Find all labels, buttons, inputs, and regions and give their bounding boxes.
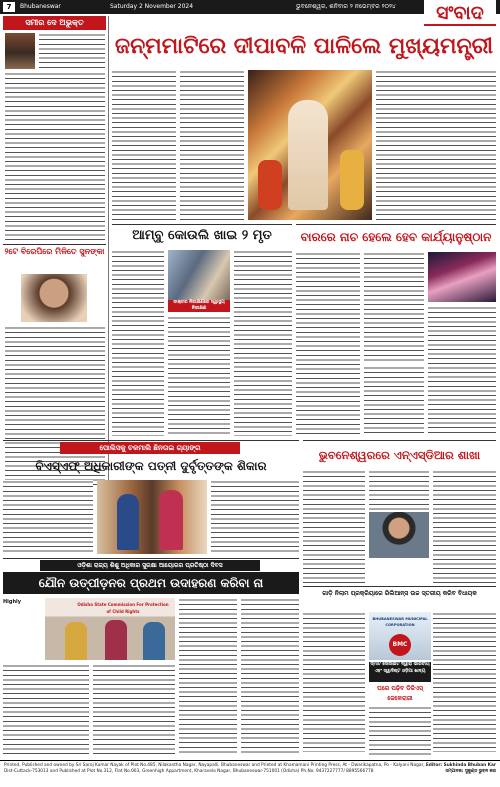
mid-left-section-rule	[112, 224, 292, 225]
bottom-section-rule	[3, 558, 299, 559]
imprint-footer	[0, 760, 500, 787]
lead-photo	[248, 70, 372, 220]
mid-right-body-col4	[364, 366, 424, 436]
date-label: Saturday 2 November 2024	[110, 3, 194, 10]
bottom-body-col2	[93, 664, 175, 756]
police-photo	[97, 480, 207, 554]
bottom-body-col4	[241, 598, 299, 756]
bottom-photo	[45, 598, 175, 660]
ndrf-body-col2	[369, 470, 429, 510]
police-kicker: ପୋଲିସକୁ ଚକମାଲି ଛିନତାଇ ଗ୍ୟାଙ୍ଗ	[60, 442, 240, 454]
mid-right-section-rule	[296, 224, 496, 225]
lead-body-col2	[180, 70, 244, 220]
left-story1-headline: ସମୀର ଦେ ଅଭୁକ୍ତ	[3, 16, 106, 30]
page-number: 7	[3, 2, 15, 12]
bmc-kicker: ସ୍ମାର୍ଟ ସୋସାଇଟି ଦ୍ୱାରା ଭାରତୀୟ ଏବଂ ସ୍ୱାଦିଷ୍ଟ ଓଡ଼ିଆ ଖାଦ୍ୟ	[369, 662, 431, 682]
left-story1-body	[5, 72, 105, 240]
ndrf-body-col3	[433, 470, 496, 584]
bmc-headline: ଘରେ ପଢ଼ିବ ଡିଜିଏସ୍ ଜେକେରାରୀ	[377, 685, 423, 702]
bottom-body-col1	[3, 664, 89, 756]
left-column-divider	[108, 16, 109, 486]
left-story2-headline: ୨ଟେ ବିରେପିରେ ମିଳିତେ ସୁନଙ୍କା	[3, 244, 106, 270]
mid-right-headline: ବାରରେ ନାଚ ହେଲେ ହେବ କାର୍ଯ୍ୟାନୁଷ୍ଠାନ	[300, 230, 492, 244]
police-headline: ବିଏସ୍ଏଫ୍ ଅଧିକାରୀଙ୍କ ପତ୍ନୀ ଦୁର୍ବୃତ୍ତଙ୍କ ଶିକାର	[35, 459, 267, 473]
ndrf-headline: ଭୁବନେଶ୍ୱରରେ ଏନ୍ଏସ୍ଡିଆର ଶାଖା	[318, 448, 481, 462]
ndrf-body-col1	[303, 470, 365, 584]
imprint-line1: Printed, Published and owned by Sri Saroj Kumar Nayak of Plot No.485, Nilakantha Nagar, Nayapalli, Bhubaneswar and Printed at Khamamani Printing Press, At - Dwarikapatna, Po - Kalyani Nagar,	[4, 763, 425, 768]
ndrf-sub-headline: ଗାଡ଼ି ନିଲାମ ପ୍ରକ୍ରିୟାରେ ରିଲିଆନ୍ସ ଉଚ୍ଚ ସ୍ତରୀୟ କରିବ ବିଧାୟକ	[322, 590, 477, 597]
mid-right-body-col1	[296, 252, 360, 436]
lead-body-col3	[376, 70, 496, 220]
lead-body-col1	[112, 70, 176, 220]
left-column	[3, 16, 106, 486]
left-story1-photo	[5, 33, 35, 69]
bottom-body-col3	[179, 598, 237, 756]
police-photo-figure	[117, 494, 139, 550]
editor-credit	[426, 763, 496, 775]
lead-photo-lamp	[258, 160, 282, 210]
mid-left-body-col3	[168, 316, 230, 436]
masthead-logo: ସଂବାଦ	[424, 0, 496, 26]
mid-left-body-col2	[234, 250, 292, 436]
police-body-col2	[211, 480, 299, 554]
ndrf-section-rule	[303, 440, 496, 441]
bmc-sign: BHUBANESWAR MUNICIPAL CORPORATION	[372, 617, 428, 627]
mid-right-photo	[428, 252, 496, 302]
ndrf-sub-rule	[303, 586, 496, 587]
imprint-line2: Dist-Cuttack-753013 and Published at Plot No.312, Flat No.003, Greenhigh Appartment, Kharavela Nagar, Bhubaneswar-751001 (Odisha) Ph.No. 9437227777/ 8895566778	[4, 769, 374, 774]
editor-name-odia: ସମ୍ପାଦକ: ସୁକୁଣ୍ଡ ଭୁବନ କର	[445, 769, 496, 774]
police-section-rule	[3, 440, 299, 441]
bottom-headline: ଯୌନ ଉତ୍ପୀଡ଼ନର ପ୍ରଥମ ଉଦାହରଣ କରିବା ନା	[3, 572, 299, 594]
mid-left-photo-caption: ଡାକ୍ତର ନିରୀକ୍ଷଣରେ ସ୍ୱାସ୍ଥ୍ୟ ନିରୀକ୍ଷଣ	[168, 300, 230, 312]
bottom-photo-figure	[65, 622, 87, 660]
bottom-photo-figure-3	[143, 622, 165, 660]
bmc-body-col1	[433, 612, 496, 752]
bmc-body-col2	[369, 706, 431, 756]
police-body-col1	[3, 480, 93, 554]
ndrf-sub-body-col1	[303, 612, 365, 752]
ndrf-photo	[369, 512, 429, 558]
bottom-photo-figure-2	[105, 620, 127, 660]
lead-photo-figure	[288, 100, 328, 210]
city-label: Bhubaneswar	[20, 3, 61, 10]
mid-left-body-col1	[112, 250, 164, 436]
bottom-photo-banner: Odisha State Commission For Protection of Child Rights	[77, 602, 169, 614]
odia-date-label: ଭୁବନେଶ୍ୱର, ଶନିବାର ୨ ନଭେମ୍ବର ୨୦୨୪	[296, 3, 396, 10]
police-photo-figure-2	[159, 490, 183, 550]
mid-right-body-col3	[428, 306, 496, 436]
lead-photo-lamp-2	[340, 150, 364, 210]
mid-left-photo	[168, 250, 230, 300]
bmc-photo	[369, 612, 431, 660]
left-story1-byline	[39, 33, 105, 69]
mid-left-headline: ଆମ୍ବୁ କୋଉଲି ଖାଇ ୨ ମୃତ	[132, 228, 272, 243]
left-story2-photo	[21, 274, 87, 322]
mid-right-body-col2	[364, 252, 424, 362]
bottom-highlight: Highly	[3, 599, 22, 605]
bottom-kicker: ଓଡ଼ିଶା ରାଜ୍ୟ ଶିଶୁ ଅଧିକାର ସୁରକ୍ଷା ଆୟୋଗର ପ୍ରତିଷ୍ଠା ଦିବସ	[40, 560, 260, 571]
bmc-logo: BMC	[389, 634, 411, 656]
lead-headline: ଜନ୍ମମାଟିରେ ଦୀପାବଳି ପାଳିଲେ ମୁଖ୍ୟମନ୍ତ୍ରୀ	[114, 34, 494, 59]
editor-name: Editor: Sukhinda Bhuban Kar	[425, 763, 496, 768]
